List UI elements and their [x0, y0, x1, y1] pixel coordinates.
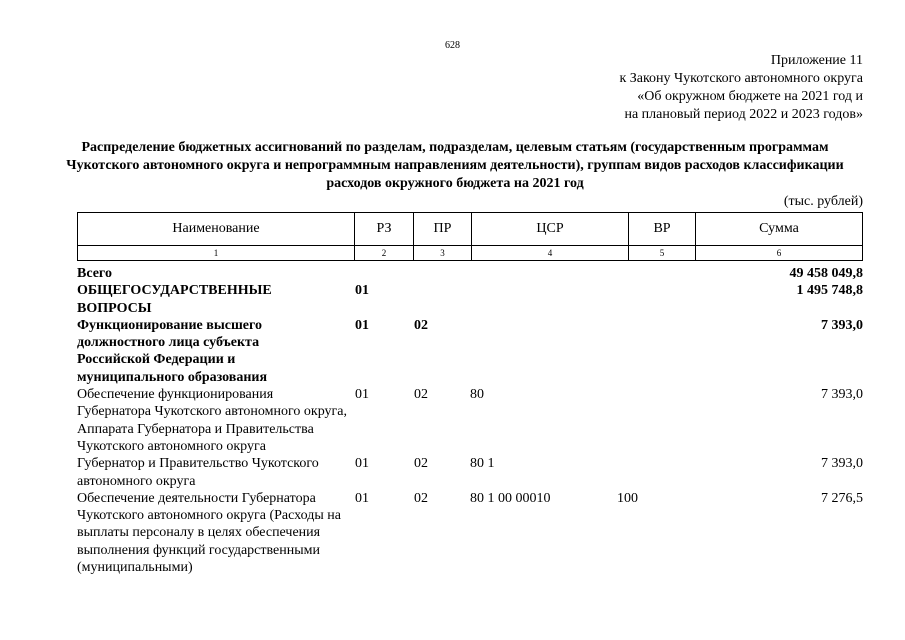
units-label: (тыс. рублей): [783, 194, 863, 209]
row-csr: 80 1: [470, 456, 495, 472]
header-num-5: 5: [629, 246, 696, 261]
header-csr: ЦСР: [472, 213, 629, 246]
header-vr: ВР: [629, 213, 696, 246]
row-vr: [617, 265, 689, 282]
appendix-line-4: на плановый период 2022 и 2023 годов»: [624, 107, 863, 122]
row-name: Губернатор и Правительство Чукотского автономного округа: [77, 456, 319, 489]
table-header: [77, 212, 863, 261]
header-rz: РЗ: [355, 213, 414, 246]
page-number: 628: [445, 40, 460, 51]
document-title: Распределение бюджетных ассигнований по разделам, подразделам, целевым статьям (государственным программам Чукотского автономного округа и непрограммным направлениям деятельности), группам видов расходов классификации расходов окружного бюджета на 2021 год: [66, 140, 844, 191]
row-rz: 01: [355, 456, 369, 472]
row-rz: 01: [355, 317, 369, 333]
row-sum: 7 393,0: [821, 387, 863, 403]
row-sum: 7 393,0: [821, 456, 863, 472]
row-vr: [617, 282, 689, 317]
row-csr: 80 1 00 00010: [470, 490, 551, 506]
row-rz: 01: [355, 490, 369, 506]
table-body: [77, 265, 863, 576]
row-rz: 01: [355, 283, 369, 299]
row-pr: 02: [414, 490, 428, 506]
row-rz: 01: [355, 387, 369, 403]
row-vr: 100: [617, 490, 638, 506]
row-vr: [617, 317, 689, 386]
header-names-row: [78, 213, 863, 246]
row-pr: [414, 265, 470, 282]
header-numbers-row: [78, 246, 863, 261]
row-rz: [354, 265, 414, 282]
row-csr: [470, 282, 617, 317]
table-row: [77, 386, 863, 455]
row-sum: 1 495 748,8: [796, 283, 863, 299]
row-vr: [617, 386, 689, 455]
row-csr: 80: [470, 387, 484, 403]
row-csr: [470, 265, 617, 282]
row-vr: [617, 455, 689, 490]
table-row: [77, 490, 863, 576]
row-pr: 02: [414, 456, 428, 472]
table-row: [77, 265, 863, 282]
header-num-2: 2: [355, 246, 414, 261]
row-pr: 02: [414, 317, 428, 333]
appendix-line-3: «Об окружном бюджете на 2021 год и: [637, 89, 863, 104]
appendix-line-2: к Закону Чукотского автономного округа: [619, 71, 863, 86]
row-name: ОБЩЕГОСУДАРСТВЕННЫЕ ВОПРОСЫ: [77, 283, 272, 316]
appendix-line-1: Приложение 11: [770, 53, 863, 68]
row-sum: 7 276,5: [821, 490, 863, 506]
row-name: Всего: [77, 266, 112, 281]
header-num-4: 4: [472, 246, 629, 261]
row-sum: 7 393,0: [821, 317, 863, 333]
row-pr: 02: [414, 387, 428, 403]
appendix-header: [619, 52, 863, 124]
row-name: Обеспечение функционирования Губернатора Чукотского автономного округа, Аппарата Губернатора и Правительства Чукотского автономного округа: [77, 387, 347, 454]
header-num-3: 3: [414, 246, 472, 261]
table-row: [77, 282, 863, 317]
row-pr: [414, 282, 470, 317]
header-num-1: 1: [78, 246, 355, 261]
header-name: Наименование: [78, 213, 355, 246]
table-row: [77, 317, 863, 386]
header-sum: Сумма: [696, 213, 863, 246]
row-sum: 49 458 049,8: [789, 266, 863, 281]
header-num-6: 6: [696, 246, 863, 261]
row-csr: [470, 317, 617, 386]
table-row: [77, 455, 863, 490]
row-name: Обеспечение деятельности Губернатора Чукотского автономного округа (Расходы на выплаты персоналу в целях обеспечения выполнения функций государственными (муниципальными): [77, 490, 341, 576]
header-pr: ПР: [414, 213, 472, 246]
row-name: Функционирование высшего должностного лица субъекта Российской Федерации и муниципального образования: [77, 317, 268, 385]
